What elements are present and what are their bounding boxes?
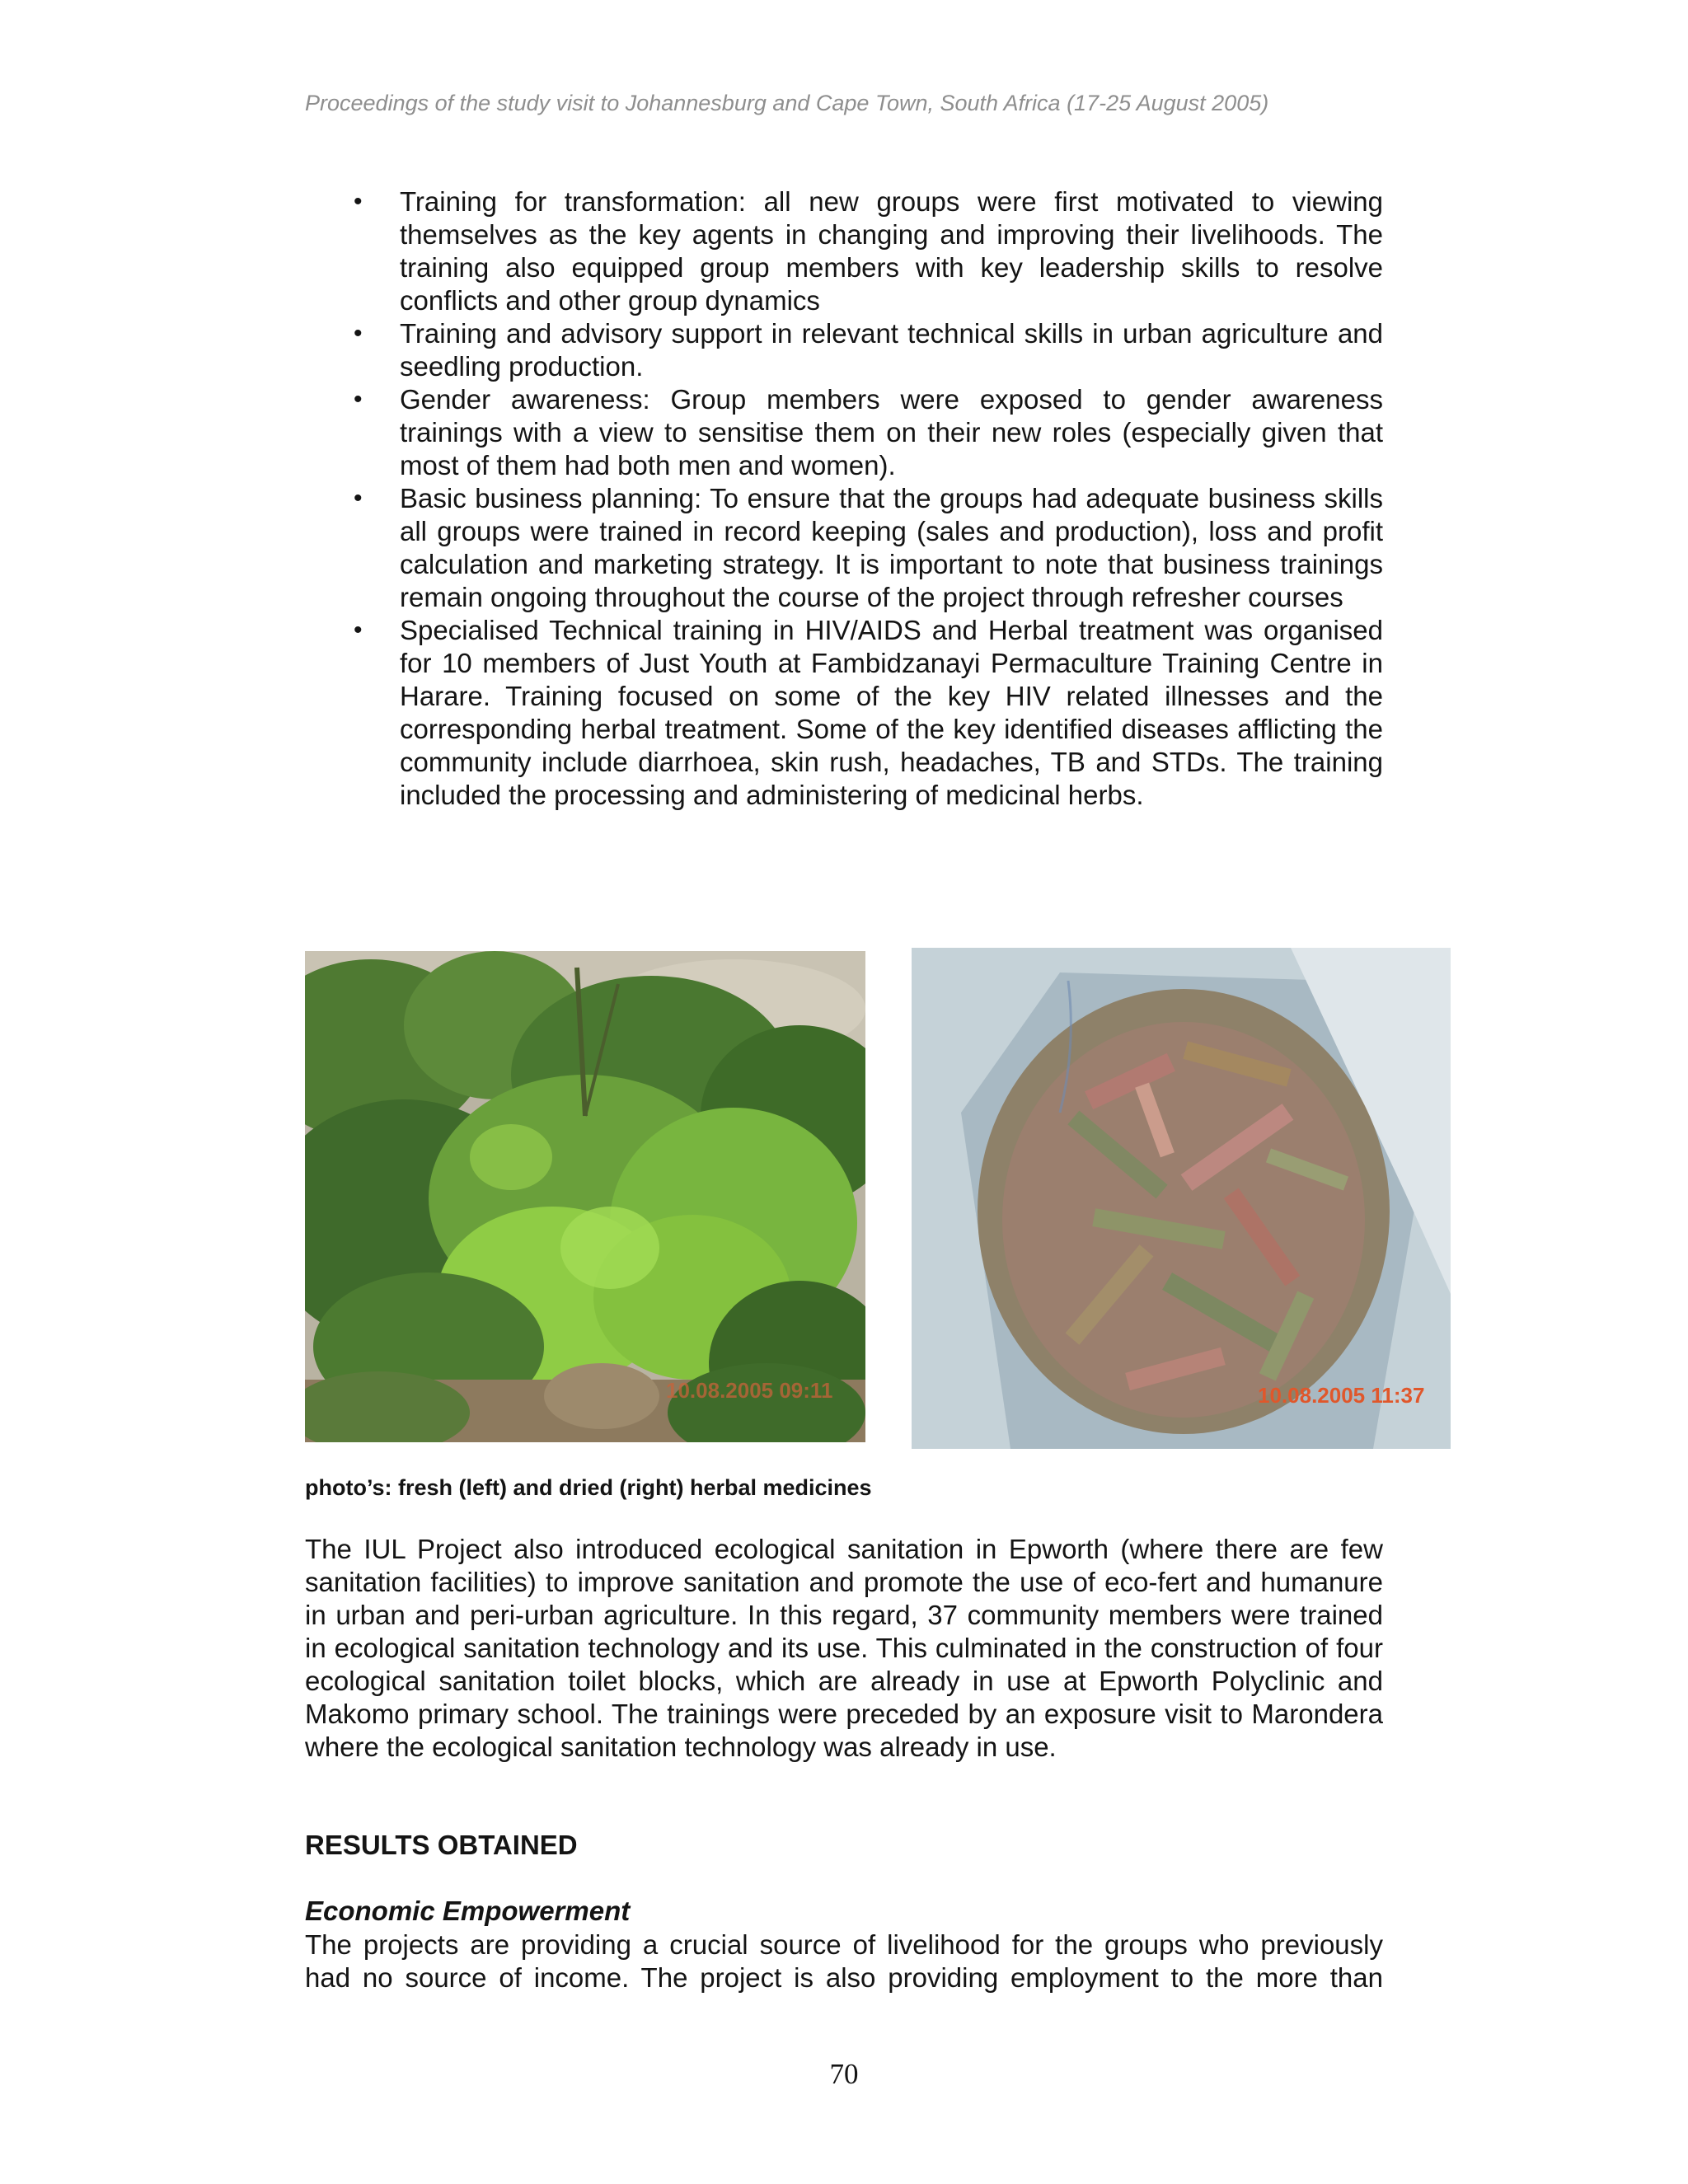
- bullet-text: Gender awareness: Group members were exposed to gender awareness trainings with a view to sensitise them on their new roles (especially given that most of them had both men and women).: [400, 384, 1383, 480]
- bullet-text: Specialised Technical training in HIV/AIDS and Herbal treatment was organised for 10 members of Just Youth at Fambidzanayi Permaculture Training Centre in Harare. Training focused on some of the key HIV related illnesses and the corresponding herbal treatment. Some of the key identified diseases afflicting the community include diarrhoea, skin rush, headaches, TB and STDs. The training included the processing and administering of medicinal herbs.: [400, 615, 1383, 810]
- section-heading: RESULTS OBTAINED: [305, 1830, 578, 1860]
- running-header: Proceedings of the study visit to Johannesburg and Cape Town, South Africa (17-25 August 2005): [305, 91, 1269, 115]
- bullet-symbol: •: [354, 485, 363, 512]
- bullet-text: Training for transformation: all new groups were first motivated to viewing themselves as the key agents in changing and improving their livelihoods. The training also equipped group members with key leadership skills to resolve conflicts and other group dynamics: [400, 186, 1383, 316]
- bullet-symbol: •: [354, 616, 363, 644]
- date-stamp: 10.08.2005 11:37: [1258, 1383, 1425, 1408]
- bullet-item: [350, 185, 1383, 317]
- bullet-item: [350, 482, 1383, 614]
- date-stamp: 10.08.2005 09:11: [666, 1378, 833, 1403]
- subsection-heading: Economic Empowerment: [305, 1896, 631, 1926]
- bullet-item: [350, 317, 1383, 383]
- fresh-herbs-photo: [305, 951, 865, 1442]
- page-number: 70: [829, 2058, 859, 2090]
- bullet-text: Training and advisory support in relevant technical skills in urban agriculture and seedling production.: [400, 318, 1383, 382]
- bullet-symbol: •: [354, 188, 363, 215]
- dried-herbs-photo: [912, 948, 1451, 1449]
- bullet-symbol: •: [354, 386, 363, 413]
- bullet-text: Basic business planning: To ensure that the groups had adequate business skills all groups were trained in record keeping (sales and production), loss and profit calculation and marketing strategy. It is important to note that business trainings remain ongoing throughout the course of the project through refresher courses: [400, 483, 1383, 612]
- bullet-item: [350, 614, 1383, 812]
- photo-caption: photo’s: fresh (left) and dried (right) herbal medicines: [305, 1475, 872, 1500]
- economic-empowerment-text: The projects are providing a crucial source of livelihood for the groups who previously had no source of income. The project is also providing employment to the more than: [305, 1929, 1383, 1993]
- training-bullet-list: [350, 185, 1383, 812]
- ecosan-paragraph: The IUL Project also introduced ecological sanitation in Epworth (where there are few sanitation facilities) to improve sanitation and promote the use of eco-fert and humanure in urban and peri-urban agriculture. In this regard, 37 community members were trained in ecological sanitation technology and its use. This culminated in the construction of four ecological sanitation toilet blocks, which are already in use at Epworth Polyclinic and Makomo primary school. The trainings were preceded by an exposure visit to Marondera where the ecological sanitation technology was already in use.: [305, 1534, 1383, 1762]
- bullet-item: [350, 383, 1383, 482]
- bullet-symbol: •: [354, 320, 363, 347]
